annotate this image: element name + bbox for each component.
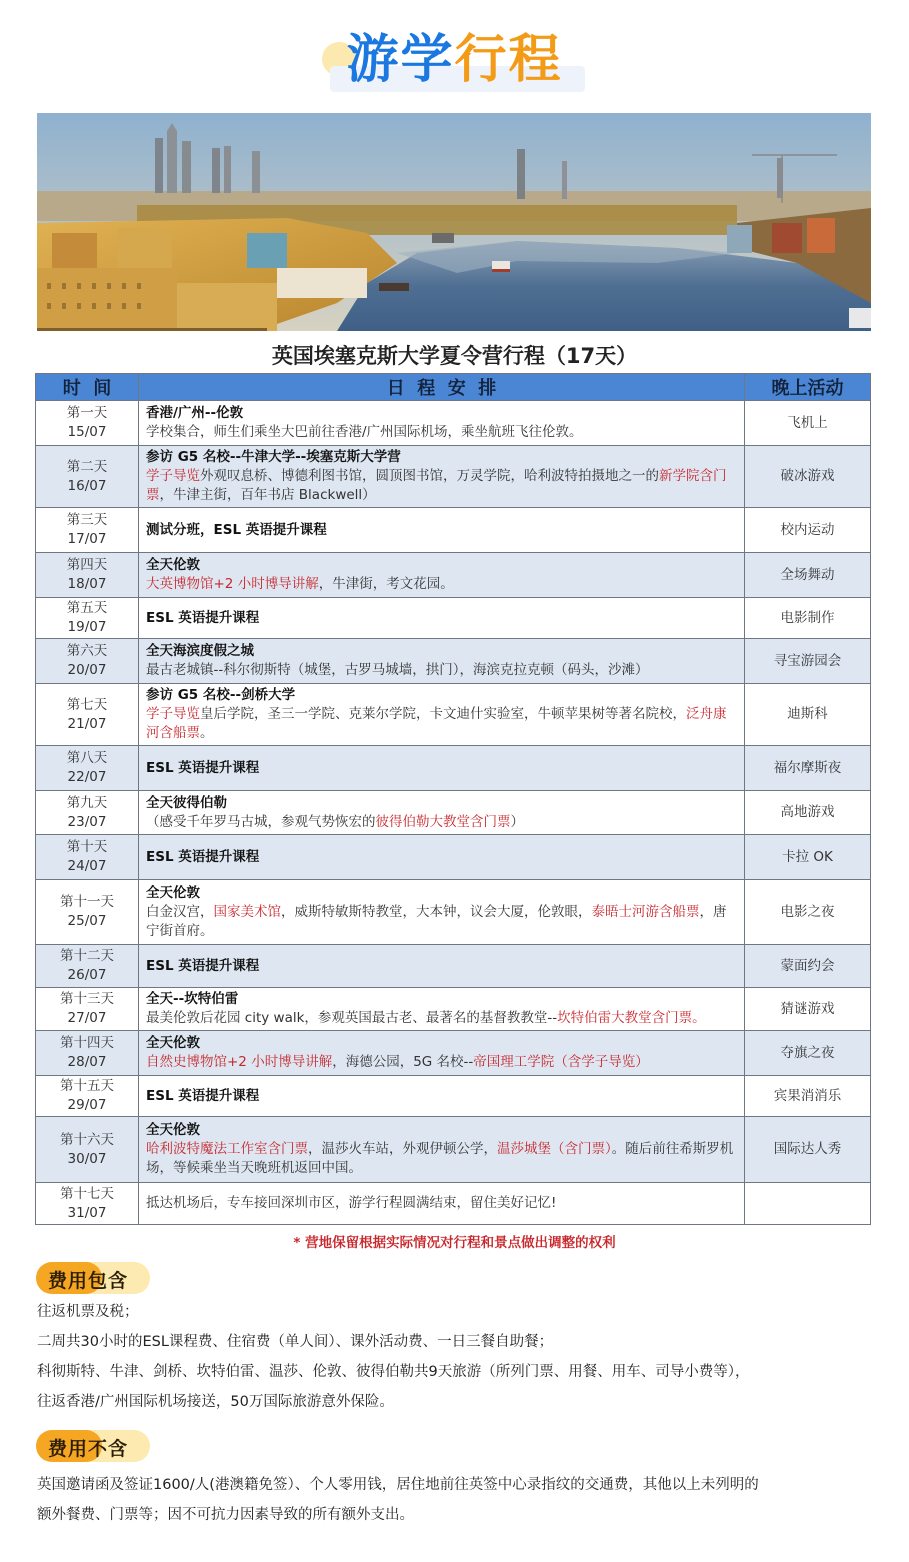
table-row — [36, 746, 871, 791]
date-label: 20/07 — [67, 662, 107, 678]
table-row — [36, 639, 871, 684]
plan-heading: 参访 G5 名校--剑桥大学 — [146, 687, 296, 703]
plan-heading: ESL 英语提升课程 — [146, 848, 260, 865]
plan-cell — [139, 791, 745, 835]
plan-description — [146, 467, 738, 505]
date-label: 16/07 — [67, 477, 107, 494]
plan-cell — [139, 1183, 745, 1225]
plan-cell — [139, 988, 745, 1031]
plan-heading: ESL 英语提升课程 — [146, 609, 260, 626]
highlight-text: 自然史博物馆+2 小时博导讲解 — [146, 1054, 333, 1070]
highlight-text: 坎特伯雷大教堂含门票。 — [557, 1010, 706, 1026]
day-label: 第六天 — [66, 643, 108, 659]
date-label: 25/07 — [67, 913, 107, 929]
plan-description — [146, 1009, 738, 1028]
highlight-text: 温莎城堡（含门票） — [497, 1141, 612, 1157]
title-part-orange: 行程 — [454, 30, 563, 90]
evening-activity: 夺旗之夜 — [745, 1031, 871, 1076]
plan-description — [146, 575, 738, 594]
date-label: 18/07 — [67, 576, 107, 592]
plan-description — [146, 813, 738, 832]
plan-text: 最古老城镇--科尔彻斯特（城堡，古罗马城墙，拱门），海滨克拉克顿（码头，沙滩） — [146, 662, 649, 678]
plan-cell — [139, 446, 745, 508]
date-label: 23/07 — [67, 813, 107, 830]
day-label: 第三天 — [66, 512, 108, 528]
plan-cell — [139, 508, 745, 553]
plan-cell — [139, 598, 745, 639]
london-thames-photo — [37, 113, 871, 331]
plan-heading: 全天伦敦 — [146, 1122, 200, 1138]
plan-cell — [139, 553, 745, 598]
schedule-body — [36, 401, 871, 1225]
day-cell — [36, 791, 139, 835]
day-cell — [36, 508, 139, 553]
highlight-text: 大英博物馆+2 小时博导讲解 — [146, 576, 319, 592]
evening-activity: 迪斯科 — [745, 684, 871, 746]
highlight-text: 彼得伯勒大教堂含门票 — [375, 813, 511, 830]
plan-cell — [139, 746, 745, 791]
table-row — [36, 1031, 871, 1076]
evening-activity: 破冰游戏 — [745, 446, 871, 508]
day-cell — [36, 835, 139, 880]
plan-description — [146, 903, 738, 941]
highlight-text: 帝国理工学院（含学子导览） — [473, 1054, 649, 1070]
highlight-text: 学子导览 — [146, 468, 200, 484]
evening-activity: 电影制作 — [745, 598, 871, 639]
evening-activity: 飞机上 — [745, 401, 871, 446]
plan-cell — [139, 945, 745, 988]
plan-heading: 全天伦敦 — [146, 557, 200, 573]
plan-cell — [139, 1031, 745, 1076]
list-item: 二周共30小时的ESL课程费、住宿费（单人间）、课外活动费、一日三餐自助餐； — [37, 1334, 554, 1350]
evening-activity — [745, 1183, 871, 1225]
date-label: 27/07 — [67, 1010, 107, 1026]
table-row — [36, 598, 871, 639]
table-row — [36, 401, 871, 446]
plan-heading: 测试分班，ESL 英语提升课程 — [146, 521, 327, 538]
day-label: 第十七天 — [60, 1185, 114, 1202]
column-header-plan: 日 程 安 排 — [139, 374, 745, 401]
fees-excluded-badge — [36, 1430, 150, 1462]
plan-heading: ESL 英语提升课程 — [146, 957, 260, 974]
day-cell — [36, 639, 139, 684]
plan-description — [146, 661, 738, 680]
table-row — [36, 880, 871, 945]
table-row — [36, 1183, 871, 1225]
plan-heading: 香港/广州--伦敦 — [146, 405, 244, 421]
evening-activity: 蒙面约会 — [745, 945, 871, 988]
fees-excluded-list — [37, 1470, 759, 1530]
evening-activity: 校内运动 — [745, 508, 871, 553]
plan-description — [146, 705, 738, 743]
day-cell — [36, 598, 139, 639]
list-item: 往返香港/广州国际机场接送，50万国际旅游意外保险。 — [37, 1394, 394, 1410]
date-label: 19/07 — [67, 619, 107, 635]
plan-heading: 全天彼得伯勒 — [146, 794, 227, 811]
day-cell — [36, 1076, 139, 1117]
table-row — [36, 945, 871, 988]
plan-text: 抵达机场后，专车接回深圳市区，游学行程圆满结束，留住美好记忆! — [146, 1195, 557, 1211]
date-label: 15/07 — [67, 424, 107, 440]
evening-activity: 高地游戏 — [745, 791, 871, 835]
column-header-evening: 晚上活动 — [745, 374, 871, 401]
plan-cell — [139, 835, 745, 880]
day-label: 第七天 — [66, 696, 108, 713]
highlight-text: 国家美术馆 — [213, 903, 281, 920]
schedule-table — [35, 373, 871, 1225]
plan-description — [146, 1053, 738, 1072]
plan-heading: 全天海滨度假之城 — [146, 643, 254, 659]
plan-cell — [139, 1117, 745, 1183]
day-label: 第二天 — [66, 458, 108, 475]
day-label: 第五天 — [66, 600, 108, 616]
evening-activity: 寻宝游园会 — [745, 639, 871, 684]
table-row — [36, 684, 871, 746]
table-row — [36, 508, 871, 553]
day-cell — [36, 401, 139, 446]
date-label: 29/07 — [67, 1097, 107, 1113]
highlight-text: 哈利波特魔法工作室含门票 — [146, 1141, 308, 1157]
day-label: 第十六天 — [60, 1131, 114, 1148]
day-label: 第十二天 — [60, 948, 114, 964]
day-cell — [36, 880, 139, 945]
plan-heading: ESL 英语提升课程 — [146, 1087, 260, 1104]
plan-text: 外观叹息桥、博德利图书馆，圆顶图书馆，万灵学院，哈利波特拍摄地之一的 — [200, 468, 659, 484]
evening-activity: 国际达人秀 — [745, 1117, 871, 1183]
table-row — [36, 988, 871, 1031]
table-header-row — [36, 374, 871, 401]
table-row — [36, 835, 871, 880]
evening-activity: 福尔摩斯夜 — [745, 746, 871, 791]
plan-cell — [139, 880, 745, 945]
highlight-text: 新学院含门票 — [146, 468, 727, 503]
date-label: 22/07 — [67, 769, 107, 785]
day-label: 第四天 — [66, 557, 108, 573]
list-item: 往返机票及税； — [37, 1304, 139, 1320]
day-label: 第十三天 — [60, 991, 114, 1007]
plan-text: ，温莎火车站，外观伊顿公学， — [308, 1141, 497, 1157]
highlight-text: 学子导览 — [146, 706, 200, 722]
plan-text: ） — [510, 813, 524, 830]
plan-cell — [139, 1076, 745, 1117]
plan-heading: 全天伦敦 — [146, 884, 200, 901]
table-row — [36, 1076, 871, 1117]
plan-text: 。随后前往希斯罗机场，等候乘坐当天晚班机返回中国。 — [146, 1141, 734, 1176]
day-cell — [36, 1183, 139, 1225]
plan-text: ，海德公园，5G 名校-- — [332, 1054, 474, 1070]
list-item: 英国邀请函及签证1600/人(港澳籍免签）、个人零用钱，居住地前往英签中心录指纹的交通费，其他以上未列明的 — [37, 1477, 759, 1493]
date-label: 31/07 — [67, 1204, 107, 1221]
plan-cell — [139, 684, 745, 746]
day-label: 第十五天 — [60, 1078, 114, 1094]
date-label: 21/07 — [67, 715, 107, 732]
plan-description — [146, 1140, 738, 1178]
schedule-title: 英国埃塞克斯大学夏令营行程（17天） — [271, 344, 638, 368]
highlight-text: 泰晤士河游含船票 — [591, 903, 700, 920]
plan-text: （感受千年罗马古城，参观气势恢宏的 — [146, 813, 376, 830]
day-cell — [36, 988, 139, 1031]
date-label: 28/07 — [67, 1054, 107, 1070]
plan-description — [146, 423, 738, 442]
plan-text: 学校集合，师生们乘坐大巴前往香港/广州国际机场，乘坐航班飞往伦敦。 — [146, 424, 583, 440]
evening-activity: 猜谜游戏 — [745, 988, 871, 1031]
plan-heading: 全天--坎特伯雷 — [146, 991, 239, 1007]
plan-text: 最美伦敦后花园 city walk，参观英国最古老、最著名的基督教教堂-- — [146, 1010, 558, 1026]
plan-heading: ESL 英语提升课程 — [146, 759, 260, 776]
day-cell — [36, 1117, 139, 1183]
plan-heading: 参访 G5 名校--牛津大学--埃塞克斯大学营 — [146, 449, 401, 465]
day-label: 第一天 — [66, 405, 108, 421]
plan-text: 白金汉宫， — [146, 903, 214, 920]
list-item: 额外餐费、门票等；因不可抗力因素导致的所有额外支出。 — [37, 1507, 414, 1523]
day-label: 第十四天 — [60, 1035, 114, 1051]
plan-heading: 全天伦敦 — [146, 1035, 200, 1051]
plan-text: ，牛津主街，百年书店 Blackwell） — [159, 487, 376, 503]
date-label: 24/07 — [67, 858, 107, 874]
evening-activity: 电影之夜 — [745, 880, 871, 945]
day-label: 第九天 — [66, 794, 108, 811]
day-label: 第十天 — [66, 839, 108, 855]
day-cell — [36, 945, 139, 988]
evening-activity: 卡拉 OK — [745, 835, 871, 880]
table-row — [36, 446, 871, 508]
day-cell — [36, 684, 139, 746]
table-row — [36, 1117, 871, 1183]
plan-cell — [139, 639, 745, 684]
fees-included-list — [37, 1297, 749, 1417]
date-label: 17/07 — [67, 531, 107, 547]
table-row — [36, 791, 871, 835]
plan-description — [146, 1194, 738, 1213]
plan-text: ，牛津街，考文花园。 — [318, 576, 454, 592]
list-item: 科彻斯特、牛津、剑桥、坎特伯雷、温莎、伦敦、彼得伯勒共9天旅游（所列门票、用餐、用车、司导小费等）， — [37, 1364, 750, 1380]
date-label: 26/07 — [67, 967, 107, 983]
day-cell — [36, 446, 139, 508]
fees-included-label: 费用包含 — [48, 1270, 129, 1292]
table-row — [36, 553, 871, 598]
fees-excluded-label: 费用不含 — [48, 1438, 129, 1460]
day-label: 第十一天 — [60, 894, 114, 910]
plan-text: ，唐宁街首府。 — [146, 903, 727, 939]
plan-cell — [139, 401, 745, 446]
day-label: 第八天 — [66, 750, 108, 766]
day-cell — [36, 746, 139, 791]
title-part-blue: 游学 — [346, 30, 455, 90]
day-cell — [36, 553, 139, 598]
evening-activity: 宾果消消乐 — [745, 1076, 871, 1117]
date-label: 30/07 — [67, 1150, 107, 1167]
evening-activity: 全场舞动 — [745, 553, 871, 598]
day-cell — [36, 1031, 139, 1076]
plan-text: 。 — [200, 725, 214, 741]
schedule-note: * 营地保留根据实际情况对行程和景点做出调整的权利 — [293, 1235, 616, 1251]
plan-text: 皇后学院，圣三一学院、克莱尔学院，卡文迪什实验室，牛顿苹果树等著名院校， — [200, 706, 686, 722]
column-header-time: 时 间 — [36, 374, 139, 401]
fees-included-badge — [36, 1262, 150, 1294]
plan-text: ，威斯特敏斯特教堂，大本钟，议会大厦，伦敦眼， — [281, 903, 592, 920]
page-header — [0, 18, 909, 103]
highlight-text: 泛舟康河含船票 — [146, 706, 727, 741]
page-title — [0, 28, 909, 92]
